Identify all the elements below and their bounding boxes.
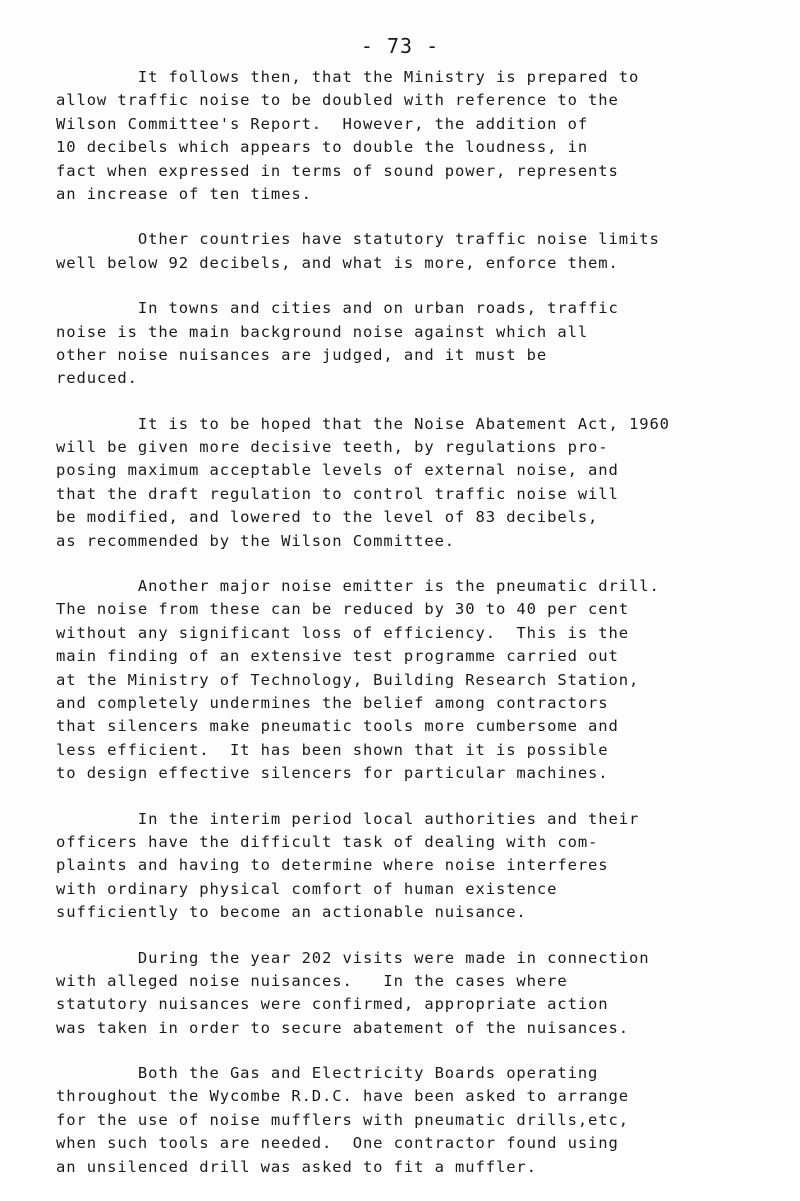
text-line: at the Ministry of Technology, Building Research Station, [56, 670, 640, 689]
text-line: will be given more decisive teeth, by regulations pro- [56, 438, 609, 457]
text-line: It is to be hoped that the Noise Abatement Act, 1960 [56, 414, 670, 433]
text-line: well below 92 decibels, and what is more, enforce them. [56, 253, 619, 272]
text-line: Other countries have statutory traffic noise limits [56, 230, 660, 249]
text-line: that the draft regulation to control traffic noise will [56, 484, 619, 503]
text-line: During the year 202 visits were made in connection [56, 948, 650, 967]
paragraph-urban-roads [56, 297, 756, 391]
text-line: The noise from these can be reduced by 30 to 40 per cent [56, 600, 629, 619]
text-line: as recommended by the Wilson Committee. [56, 531, 456, 550]
text-line: officers have the difficult task of dealing with com- [56, 832, 599, 851]
text-line: 10 decibels which appears to double the loudness, in [56, 138, 589, 157]
text-line: with alleged noise nuisances. In the cases where [56, 971, 568, 990]
text-line: sufficiently to become an actionable nuisance. [56, 903, 527, 922]
text-line: less efficient. It has been shown that it is possible [56, 740, 609, 759]
text-line: Wilson Committee's Report. However, the addition of [56, 114, 589, 133]
text-line: with ordinary physical comfort of human existence [56, 879, 558, 898]
text-line: It follows then, that the Ministry is prepared to [56, 68, 640, 86]
text-line: fact when expressed in terms of sound power, represents [56, 161, 619, 180]
text-line: be modified, and lowered to the level of 83 decibels, [56, 508, 599, 527]
text-line: plaints and having to determine where noise interferes [56, 856, 609, 875]
paragraph-interim-period [56, 808, 756, 925]
text-line: and completely undermines the belief among contractors [56, 693, 609, 712]
text-line: In the interim period local authorities and their [56, 809, 640, 828]
paragraph-visits-during-year [56, 947, 756, 1041]
text-line: when such tools are needed. One contractor found using [56, 1134, 619, 1153]
text-line: other noise nuisances are judged, and it must be [56, 345, 548, 364]
text-line: main finding of an extensive test programme carried out [56, 647, 619, 666]
text-line: to design effective silencers for particular machines. [56, 764, 609, 783]
text-line: that silencers make pneumatic tools more cumbersome and [56, 717, 619, 736]
paragraph-other-countries [56, 228, 756, 275]
text-line: for the use of noise mufflers with pneumatic drills,etc, [56, 1110, 629, 1129]
text-line: reduced. [56, 369, 138, 388]
text-line: an unsilenced drill was asked to fit a muffler. [56, 1157, 537, 1176]
text-line: throughout the Wycombe R.D.C. have been asked to arrange [56, 1087, 629, 1106]
paragraph-gas-electricity-boards [56, 1062, 756, 1179]
text-line: posing maximum acceptable levels of external noise, and [56, 461, 619, 480]
text-line: allow traffic noise to be doubled with reference to the [56, 91, 619, 110]
text-line: Another major noise emitter is the pneumatic drill. [56, 577, 660, 596]
text-line: without any significant loss of efficiency. This is the [56, 623, 629, 642]
paragraph-pneumatic-drill [56, 575, 756, 786]
text-line: an increase of ten times. [56, 184, 312, 203]
body-text [56, 66, 756, 1201]
text-line: noise is the main background noise against which all [56, 322, 589, 341]
text-line: statutory nuisances were confirmed, appropriate action [56, 995, 609, 1014]
text-line: was taken in order to secure abatement of the nuisances. [56, 1018, 629, 1037]
paragraph-noise-abatement-act [56, 413, 756, 553]
text-line: In towns and cities and on urban roads, traffic [56, 299, 619, 318]
page-number: - 73 - [360, 34, 440, 58]
text-line: Both the Gas and Electricity Boards operating [56, 1064, 599, 1083]
paragraph-ministry-traffic-noise [56, 66, 756, 206]
